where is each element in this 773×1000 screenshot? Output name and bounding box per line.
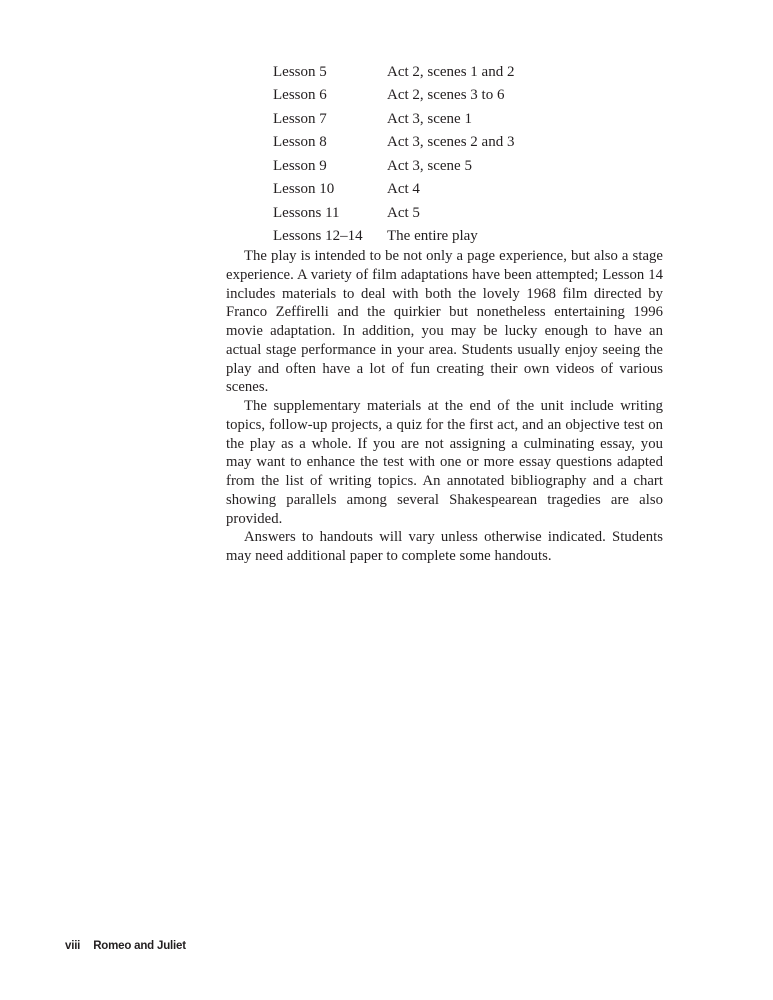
lesson-content: Act 3, scenes 2 and 3 — [387, 134, 515, 151]
lesson-content: Act 3, scene 5 — [387, 157, 472, 174]
lesson-number: Lesson 9 — [273, 157, 327, 174]
lesson-row — [273, 108, 693, 131]
lesson-content: Act 2, scenes 1 and 2 — [387, 64, 515, 80]
lesson-row — [273, 155, 693, 178]
book-title: Romeo and Juliet — [93, 940, 186, 952]
lesson-content: Act 4 — [387, 181, 420, 198]
lesson-row — [273, 178, 693, 201]
paragraph-play-experience: The play is intended to be not only a page experience, but also a stage experience. A variety of film adaptations have been attempted; Lesson 14 includes materials to deal with both the lovely 1968 film directed by Franco Zeffirelli and the quirkier but nonetheless entertaining 1996 movie adaptation. In addition, you may be lucky enough to have an actual stage performance in your area. Students usually enjoy seeing the play and often have a lot of fun creating their own videos of various scenes. — [226, 248, 663, 396]
lesson-row — [273, 225, 693, 248]
lesson-content: Act 2, scenes 3 to 6 — [387, 87, 505, 104]
lesson-row — [273, 131, 693, 154]
lesson-row — [273, 202, 693, 225]
lesson-number: Lesson 5 — [273, 64, 327, 80]
paragraph-answers-note: Answers to handouts will vary unless otherwise indicated. Students may need additional paper to complete some handouts. — [226, 529, 663, 564]
lesson-number: Lessons 11 — [273, 204, 340, 221]
lesson-content: Act 3, scene 1 — [387, 110, 472, 127]
lesson-schedule-list — [273, 61, 693, 249]
lesson-number: Lessons 12–14 — [273, 228, 363, 245]
lesson-number: Lesson 8 — [273, 134, 327, 151]
lesson-row — [273, 84, 693, 107]
body-text — [226, 247, 663, 566]
page-footer — [65, 940, 186, 952]
lesson-number: Lesson 10 — [273, 181, 335, 198]
lesson-row — [273, 61, 693, 84]
lesson-content: Act 5 — [387, 204, 420, 221]
lesson-number: Lesson 6 — [273, 87, 327, 104]
lesson-content: The entire play — [387, 228, 478, 245]
page-number: viii — [65, 940, 81, 952]
lesson-number: Lesson 7 — [273, 110, 327, 127]
paragraph-supplementary-materials: The supplementary materials at the end of the unit include writing topics, follow-up projects, a quiz for the first act, and an objective test on the play as a whole. If you are not assigning a culminating essay, you may want to enhance the test with one or more essay questions adapted from the list of writing topics. An annotated bibliography and a chart showing parallels among several Shakespearean tragedies are also provided. — [226, 398, 663, 527]
